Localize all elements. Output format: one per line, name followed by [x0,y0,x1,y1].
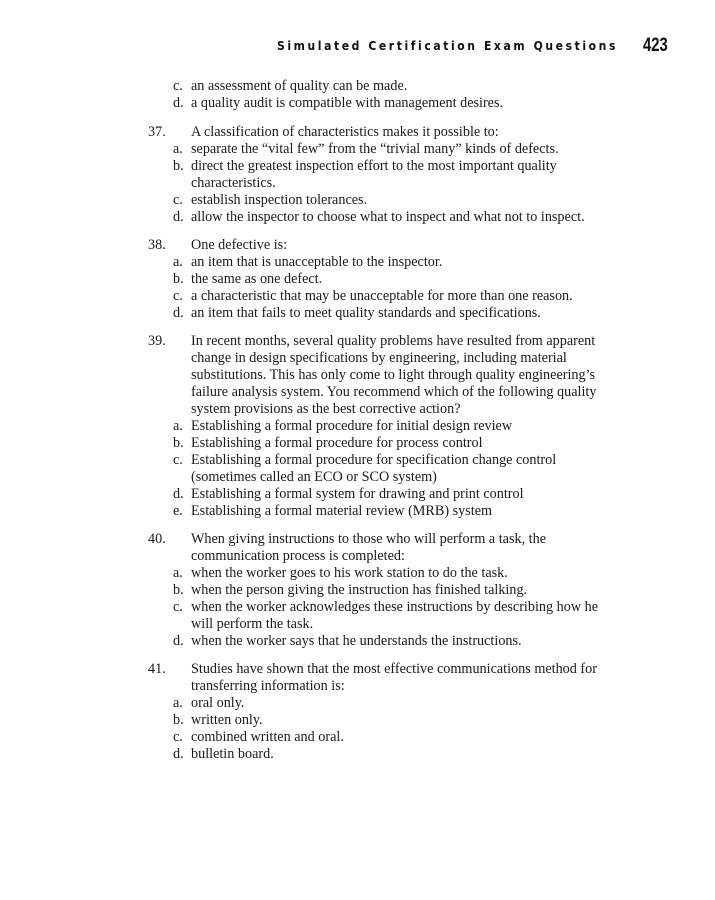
option-letter: c. [173,288,183,304]
answer-option [148,503,618,520]
option-letter: c. [173,78,183,94]
option-text: Establishing a formal procedure for process control [191,435,483,451]
option-text: combined written and oral. [191,729,344,745]
option-letter: e. [173,503,183,519]
question-list [148,78,618,774]
question-stem [148,531,618,565]
option-text: written only. [191,712,263,728]
answer-option [148,695,618,712]
option-text: Establishing a formal procedure for initial design review [191,418,513,434]
option-letter: b. [173,712,184,728]
question-stem [148,124,618,141]
question-40 [148,531,618,650]
option-letter: a. [173,565,183,581]
answer-option [148,599,618,633]
option-text: oral only. [191,695,245,711]
option-letter: d. [173,746,184,762]
question-text: A classification of characteristics makes it possible to: [191,124,499,140]
answer-option [148,729,618,746]
answer-option [148,305,618,322]
question-number: 39. [148,333,166,349]
question-38 [148,237,618,322]
option-letter: a. [173,254,183,270]
option-letter: c. [173,729,183,745]
question-stem [148,661,618,695]
question-text: When giving instructions to those who will perform a task, the communication process is completed: [191,531,547,564]
option-letter: d. [173,305,184,321]
running-header [250,36,670,60]
answer-option [148,209,618,226]
option-letter: b. [173,435,184,451]
option-letter: c. [173,452,183,468]
option-text: bulletin board. [191,746,274,762]
option-text: when the worker goes to his work station to do the task. [191,565,508,581]
option-letter: b. [173,158,184,174]
answer-option [148,746,618,763]
option-text: a quality audit is compatible with management desires. [191,95,504,111]
question-text: Studies have shown that the most effective communications method for transferring information is: [191,661,597,694]
option-text: the same as one defect. [191,271,323,287]
answer-option [148,141,618,158]
option-letter: b. [173,271,184,287]
option-text: direct the greatest inspection effort to the most important quality characteristics. [191,158,557,191]
option-text: establish inspection tolerances. [191,192,368,208]
continued-question [148,78,618,112]
question-number: 38. [148,237,166,253]
question-text: In recent months, several quality problems have resulted from apparent change in design specifications by engineering, including material substitutions. This has only come to light through quality engineering’s failure analysis system. You recommend which of the following quality system provisions as the best corrective action? [191,333,597,417]
option-text: when the worker says that he understands the instructions. [191,633,522,649]
option-letter: a. [173,418,183,434]
question-37 [148,124,618,226]
option-text: Establishing a formal procedure for specification change control (sometimes called an ECO or SCO system) [191,452,557,485]
option-letter: c. [173,192,183,208]
option-text: allow the inspector to choose what to inspect and what not to inspect. [191,209,585,225]
answer-option [148,158,618,192]
option-text: when the person giving the instruction has finished talking. [191,582,528,598]
option-letter: d. [173,209,184,225]
question-39 [148,333,618,520]
question-number: 37. [148,124,166,140]
option-text: Establishing a formal material review (MRB) system [191,503,493,519]
question-41 [148,661,618,763]
question-number: 40. [148,531,166,547]
answer-option [148,712,618,729]
question-stem [148,333,618,418]
option-text: Establishing a formal system for drawing and print control [191,486,524,502]
answer-option [148,486,618,503]
option-text: an item that fails to meet quality standards and specifications. [191,305,541,321]
answer-option [148,78,618,95]
answer-option [148,254,618,271]
option-letter: b. [173,582,184,598]
answer-option [148,452,618,486]
question-number: 41. [148,661,166,677]
running-title: Simulated Certification Exam Questions [276,39,618,53]
answer-option [148,565,618,582]
option-letter: c. [173,599,183,615]
answer-option [148,418,618,435]
option-text: an item that is unacceptable to the inspector. [191,254,443,270]
question-stem [148,237,618,254]
option-text: separate the “vital few” from the “trivial many” kinds of defects. [191,141,559,157]
answer-option [148,192,618,209]
option-letter: d. [173,486,184,502]
answer-option [148,582,618,599]
option-letter: a. [173,695,183,711]
option-text: a characteristic that may be unacceptable for more than one reason. [191,288,573,304]
option-text: when the worker acknowledges these instructions by describing how he will perform the task. [191,599,598,632]
option-letter: a. [173,141,183,157]
answer-option [148,288,618,305]
answer-option [148,633,618,650]
answer-option [148,271,618,288]
answer-option [148,435,618,452]
option-letter: d. [173,95,184,111]
answer-option [148,95,618,112]
option-letter: d. [173,633,184,649]
question-text: One defective is: [191,237,288,253]
page-number: 423 [643,35,668,56]
option-text: an assessment of quality can be made. [191,78,408,94]
